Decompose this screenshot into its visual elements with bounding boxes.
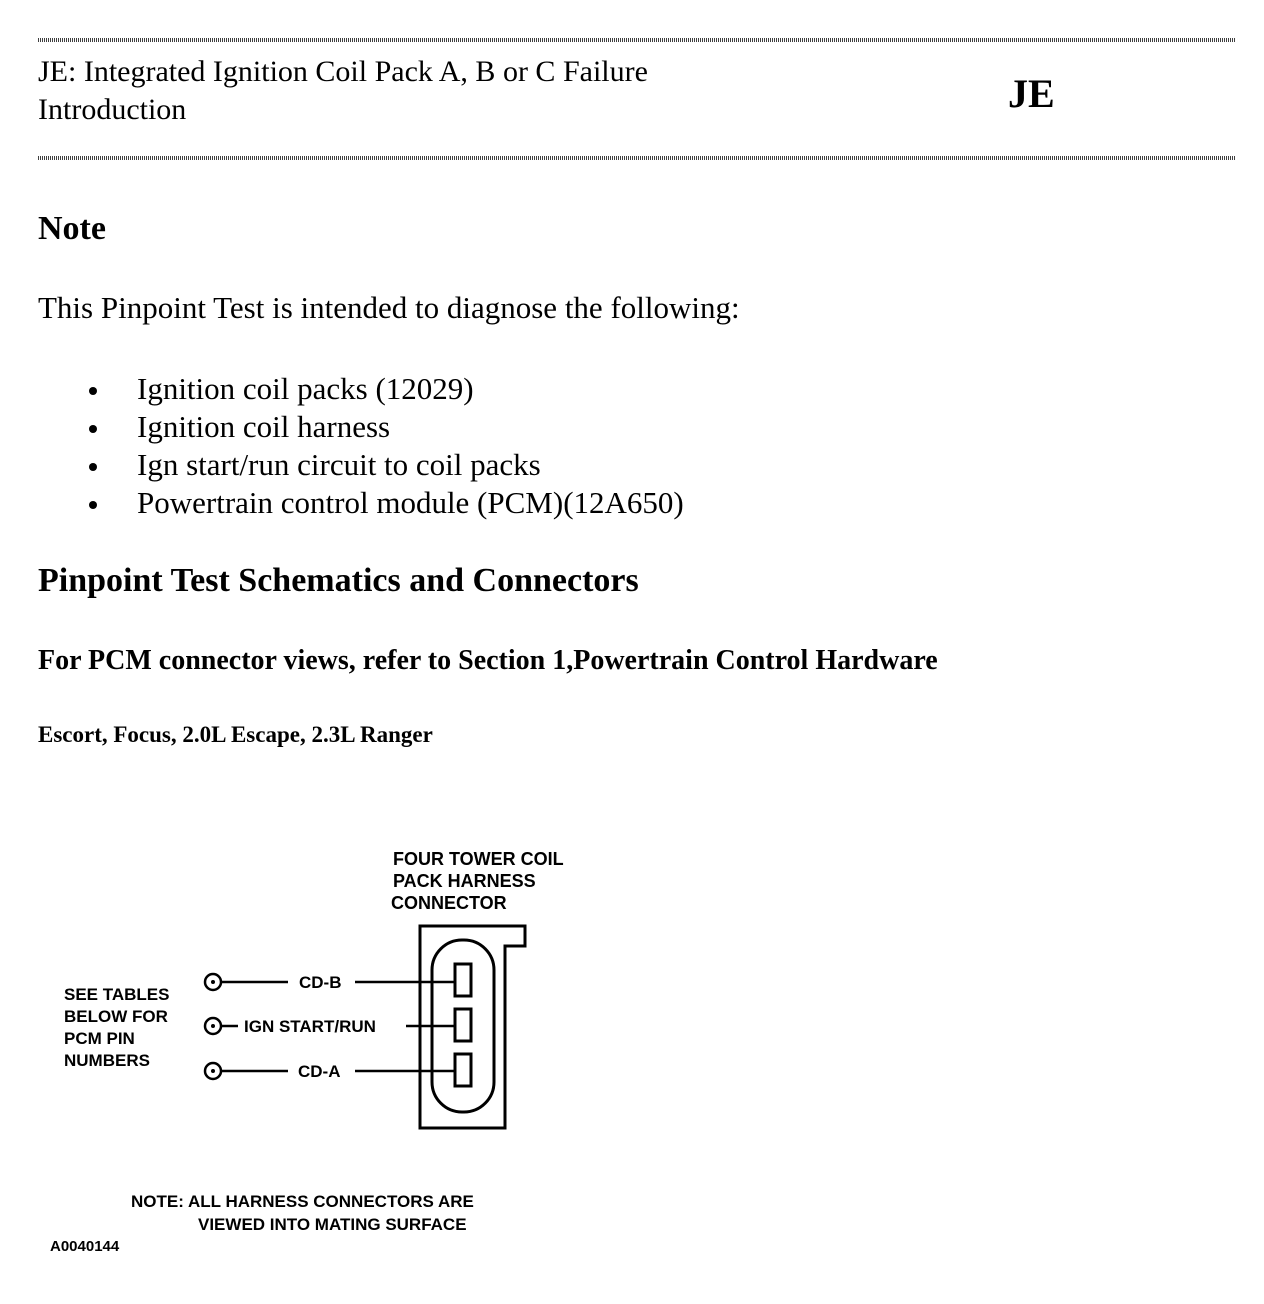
pcm-pin-cd-b-center — [211, 980, 215, 984]
intro-text: This Pinpoint Test is intended to diagnose the following: — [38, 290, 740, 325]
side-label-line1: SEE TABLES — [64, 985, 170, 1004]
terminal-ign-start-run — [455, 1009, 471, 1041]
note-heading: Note — [38, 210, 106, 247]
connector-label-line2: PACK HARNESS — [393, 871, 536, 891]
page-title: JE: Integrated Ignition Coil Pack A, B or C Failure — [38, 55, 648, 88]
list-item: Ign start/run circuit to coil packs — [38, 446, 684, 484]
bullet-icon — [89, 463, 97, 471]
list-item: Ignition coil packs (12029) — [38, 370, 684, 408]
side-label-line4: NUMBERS — [64, 1051, 150, 1070]
bullet-icon — [89, 425, 97, 433]
circuit-label-ign-start-run: IGN START/RUN — [244, 1017, 376, 1036]
section-code: JE — [1008, 71, 1055, 116]
side-label-line2: BELOW FOR — [64, 1007, 168, 1026]
connector-label-line3: CONNECTOR — [391, 893, 507, 913]
terminal-cd-a — [455, 1054, 471, 1086]
pcm-reference-heading: For PCM connector views, refer to Section 1,Powertrain Control Hardware — [38, 645, 938, 676]
figure-id: A0040144 — [50, 1238, 120, 1255]
schematics-heading: Pinpoint Test Schematics and Connectors — [38, 562, 639, 599]
top-rule — [38, 38, 1236, 42]
coil-pack-schematic — [0, 830, 700, 1270]
page-subtitle: Introduction — [38, 93, 187, 126]
pcm-pin-ign-start-run-center — [211, 1024, 215, 1028]
bullet-icon — [89, 387, 97, 395]
pcm-pin-cd-a-center — [211, 1069, 215, 1073]
terminal-cd-b — [455, 964, 471, 996]
diagram-note-line1: NOTE: ALL HARNESS CONNECTORS ARE — [131, 1192, 474, 1211]
list-item: Powertrain control module (PCM)(12A650) — [38, 484, 684, 522]
circuit-label-cd-a: CD-A — [298, 1062, 341, 1081]
connector-label-line1: FOUR TOWER COIL — [393, 849, 564, 869]
diagnose-list — [38, 370, 684, 522]
header-bottom-rule — [38, 156, 1236, 160]
circuit-label-cd-b: CD-B — [299, 973, 342, 992]
list-item: Ignition coil harness — [38, 408, 684, 446]
vehicles-heading: Escort, Focus, 2.0L Escape, 2.3L Ranger — [38, 722, 433, 747]
side-label-line3: PCM PIN — [64, 1029, 135, 1048]
bullet-icon — [89, 501, 97, 509]
diagram-note-line2: VIEWED INTO MATING SURFACE — [198, 1215, 467, 1234]
